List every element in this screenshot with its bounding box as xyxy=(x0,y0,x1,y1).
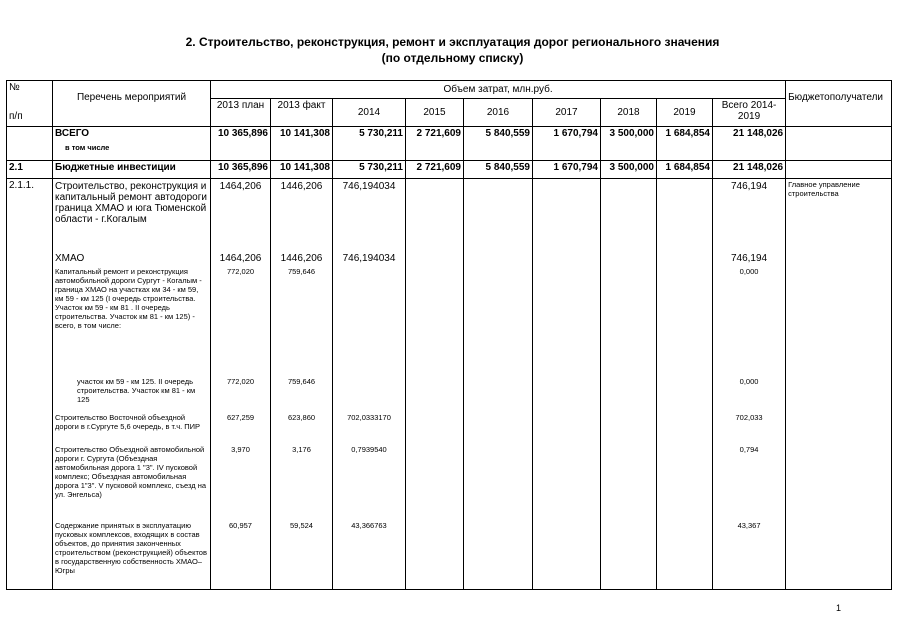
cell-value: 772,020 xyxy=(226,267,255,276)
cell-value: 1 670,794 xyxy=(533,161,601,179)
cell-value: 746,194 xyxy=(730,253,768,264)
row-name-obezd: Строительство Объездной автомобильной дороги г. Сургута (Объездная автомобильная дорога 1 "3". IV пусковой комплекс; Объездная автомобильная дорога 1"3". V пусковой комплекс, съезд на ул. Энгельса) xyxy=(55,445,207,499)
cell-value: 21 148,026 xyxy=(713,161,786,179)
row-number: 2.1 xyxy=(7,161,53,179)
cell-value: 10 365,896 xyxy=(211,127,271,161)
cell-value: 1464,206 xyxy=(219,253,262,264)
header-year: 2018 xyxy=(601,99,657,127)
cell-value: 702,0333170 xyxy=(347,413,391,422)
document-subtitle: (по отдельному списку) xyxy=(381,51,524,65)
cell-value: 702,033 xyxy=(735,413,763,422)
cell-value: 5 730,211 xyxy=(333,161,406,179)
cell-value: 21 148,026 xyxy=(713,127,786,161)
header-volume: Объем затрат, млн.руб. xyxy=(211,81,786,99)
row-name-uch: участок км 59 - км 125. II очередь строительства. Участок км 81 - км 125 xyxy=(77,377,196,404)
cell-value: 3,176 xyxy=(292,445,311,454)
row-name: Строительство, реконструкция и капитальный ремонт автодороги граница ХМАО и юга Тюменской области - г.Когалым xyxy=(55,181,207,225)
page-number: 1 xyxy=(836,603,842,613)
cell-value: 43,366763 xyxy=(351,521,387,530)
cell-value: 0,7939540 xyxy=(351,445,387,454)
cell-value: 10 141,308 xyxy=(271,161,333,179)
cell-value: 10 365,896 xyxy=(211,161,271,179)
row-name-hmao: ХМАО xyxy=(55,253,85,264)
cell-value: 0,000 xyxy=(739,267,759,276)
header-no: № xyxy=(9,82,20,93)
cell-value: 0,000 xyxy=(739,377,759,386)
cell-value: 3 500,000 xyxy=(601,127,657,161)
row-name-vost: Строительство Восточной объездной дороги в г.Сургуте 5,6 очередь, в т.ч. ПИР xyxy=(55,413,201,431)
cell-value: 1 684,854 xyxy=(657,161,713,179)
row-name-soder: Содержание принятых в эксплуатацию пусковых комплексов, входящих в состав объектов, до принятия законченных строительством (реконструкцией) объектов в государственную собственность ХМАО–Югры xyxy=(55,521,207,575)
table-row xyxy=(7,127,892,161)
cell-value: 1 684,854 xyxy=(657,127,713,161)
cell-value: 1 670,794 xyxy=(533,127,601,161)
row-name: Бюджетные инвестиции xyxy=(53,161,211,179)
cell-value: 2 721,609 xyxy=(406,161,464,179)
cell-value: 1446,206 xyxy=(280,253,323,264)
cell-value: 60,957 xyxy=(229,521,252,530)
header-list: Перечень мероприятий xyxy=(76,92,187,103)
cell-value: 746,194 xyxy=(730,181,768,192)
cell-value: 3,970 xyxy=(231,445,250,454)
cell-value: 759,646 xyxy=(287,267,316,276)
row-name: ВСЕГО xyxy=(55,128,90,139)
cell-value: 5 730,211 xyxy=(333,127,406,161)
cell-value: 3 500,000 xyxy=(601,161,657,179)
cell-value: 1446,206 xyxy=(280,181,323,192)
document-title: 2. Строительство, реконструкция, ремонт и эксплуатация дорог регионального значения xyxy=(185,35,720,49)
cell-value: 772,020 xyxy=(226,377,255,386)
header-year: 2019 xyxy=(657,99,713,127)
row-recipient: Главное управление строительства xyxy=(786,179,892,590)
header-pp: п/п xyxy=(9,111,23,122)
expense-table xyxy=(6,80,892,590)
row-number: 2.1.1. xyxy=(7,179,53,590)
row-subtitle: в том числе xyxy=(65,143,110,152)
header-year: 2013 план xyxy=(211,99,271,127)
cell-value: 746,194034 xyxy=(342,181,396,192)
header-year: 2013 факт xyxy=(271,99,333,127)
cell-value: 5 840,559 xyxy=(464,127,533,161)
header-year: 2017 xyxy=(533,99,601,127)
cell-value: 759,646 xyxy=(287,377,316,386)
header-year: Всего 2014-2019 xyxy=(713,99,786,127)
cell-value: 627,259 xyxy=(226,413,255,422)
cell-value: 1464,206 xyxy=(219,181,262,192)
cell-value: 43,367 xyxy=(737,521,761,530)
cell-value: 746,194034 xyxy=(342,253,396,264)
cell-value: 10 141,308 xyxy=(271,127,333,161)
row-name-kap: Капитальный ремонт и реконструкция автомобильной дороги Сургут - Когалым - граница ХМАО на участках км 34 - км 59, км 59 - км 125 (I очередь строительства. Участок км 59 - км 81 . II очередь строительства. Участок км 81 - км 125) - всего, в том числе: xyxy=(55,267,202,330)
header-year: 2016 xyxy=(464,99,533,127)
table-row xyxy=(7,179,892,590)
cell-value: 0,794 xyxy=(739,445,759,454)
header-recipient: Бюджетополучатели xyxy=(788,92,883,103)
table-row xyxy=(7,161,892,179)
cell-value: 59,524 xyxy=(290,521,313,530)
header-year: 2015 xyxy=(406,99,464,127)
header-year: 2014 xyxy=(333,99,406,127)
cell-value: 2 721,609 xyxy=(406,127,464,161)
cell-value: 623,860 xyxy=(287,413,316,422)
cell-value: 5 840,559 xyxy=(464,161,533,179)
